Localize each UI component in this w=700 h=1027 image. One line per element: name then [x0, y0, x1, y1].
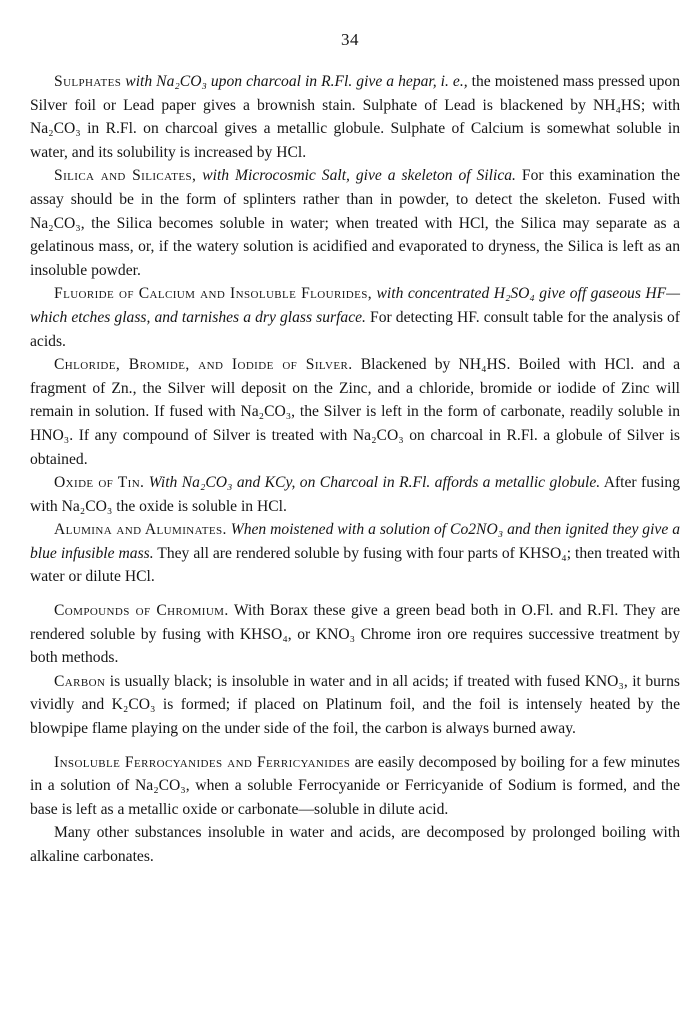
italic-text: with Na₂CO₃ upon charcoal in R.Fl. give a hepar, i. e.,	[121, 73, 468, 90]
body-text	[30, 70, 680, 869]
paragraph-text: is usually black; is insoluble in water and in all acids; if treated with fused KNO₃, it burns vividly and K₂CO₃ is formed; if placed on Platinum foil, and the foil is intensely heated by the blowpipe flame playing on the under side of the foil, the carbon is always burned away.	[30, 672, 680, 738]
paragraph-text: the moistened mass pressed upon Silver foil or Lead paper gives a brownish stain. Sulphate of Lead is blackened by NH₄HS; with Na₂CO₃ in R.Fl. on charcoal gives a metallic globule. Sulphate of Calcium is somewhat soluble in water, and its solubility is increased by HCl.	[30, 73, 680, 161]
paragraph-text: are easily decomposed by boiling for a few minutes in a solution of Na₂CO₃, when a soluble Ferrocyanide or Ferricyanide of Sodium is formed, and the base is left as a metallic oxide or carbonate—soluble in dilute acid.	[30, 753, 680, 818]
paragraph-sulphates	[30, 70, 680, 164]
paragraph-chloride	[30, 353, 680, 471]
paragraph-text: With Borax these give a green bead both in O.Fl. and R.Fl. They are rendered soluble by fusing with KHSO₄, or KNO₃ Chrome iron ore requires successive treatment by both methods.	[30, 602, 680, 667]
paragraph-text: After fusing with Na₂CO₃ the oxide is soluble in HCl.	[30, 474, 680, 515]
italic-text: with Microcosmic Salt, give a skeleton of Silica.	[196, 167, 516, 185]
paragraph-tin	[30, 471, 680, 518]
paragraph-heading: Sulphates	[54, 73, 122, 90]
paragraph-chromium	[30, 599, 680, 670]
paragraph-ferrocyanides	[30, 751, 680, 822]
page-number: 34	[341, 30, 359, 49]
paragraph-text: For detecting HF. consult table for the analysis of acids.	[30, 308, 681, 350]
paragraph-silica	[30, 164, 680, 282]
paragraph-heading: Insoluble Ferrocyanides and Ferricyanides	[54, 753, 351, 771]
paragraph-heading: Alumina and Aluminates.	[54, 521, 227, 539]
paragraph-others	[30, 821, 680, 868]
paragraph-heading: Compounds of Chromium.	[54, 602, 229, 620]
paragraph-heading: Silica and Silicates,	[54, 167, 197, 185]
italic-text: When moistened with a solution of Co2NO₃ and then ignited they give a blue infusible mass.	[30, 521, 680, 562]
paragraph-text: Blackened by NH₄HS. Boiled with HCl. and a fragment of Zn., the Silver will deposit on the Zinc, and a chloride, bromide or iodide of Zinc will remain in solution. If fused with Na₂CO₃, the Silver is left in the form of carbonate, readily soluble in HNO₃. If any compound of Silver is treated with Na₂CO₃ on charcoal in R.Fl. a globule of Silver is obtained.	[30, 356, 680, 468]
paragraph-text: Many other substances insoluble in water and acids, are decomposed by prolonged boiling with alkaline carbonates.	[30, 824, 680, 865]
paragraph-heading: Carbon	[54, 672, 106, 690]
paragraph-heading: Fluoride of Calcium and Insoluble Flourides,	[54, 285, 373, 303]
italic-text: with concentrated H₂SO₄ give off gaseous HF— which etches glass, and tarnishes a dry glass surface.	[30, 285, 680, 326]
paragraph-carbon	[30, 670, 680, 741]
paragraph-alumina	[30, 518, 680, 589]
italic-text: With Na₂CO₃ and KCy, on Charcoal in R.Fl. affords a metallic globule.	[144, 474, 601, 492]
paragraph-heading: Chloride, Bromide, and Iodide of Silver.	[54, 356, 353, 374]
paragraph-heading: Oxide of Tin.	[54, 474, 145, 492]
paragraph-fluoride	[30, 282, 680, 353]
paragraph-text: They all are rendered soluble by fusing with four parts of KHSO₄; then treated with water or dilute HCl.	[30, 544, 680, 586]
paragraph-text: For this examination the assay should be in the form of splinters rather than in powder, to detect the skeleton. Fused with Na₂CO₃, the Silica becomes soluble in water; when treated with HCl, the Silica may separate as a gelatinous mass, or, if the watery solution is acidified and evaporated to dryness, the Silica is left as an insoluble powder.	[30, 167, 680, 279]
